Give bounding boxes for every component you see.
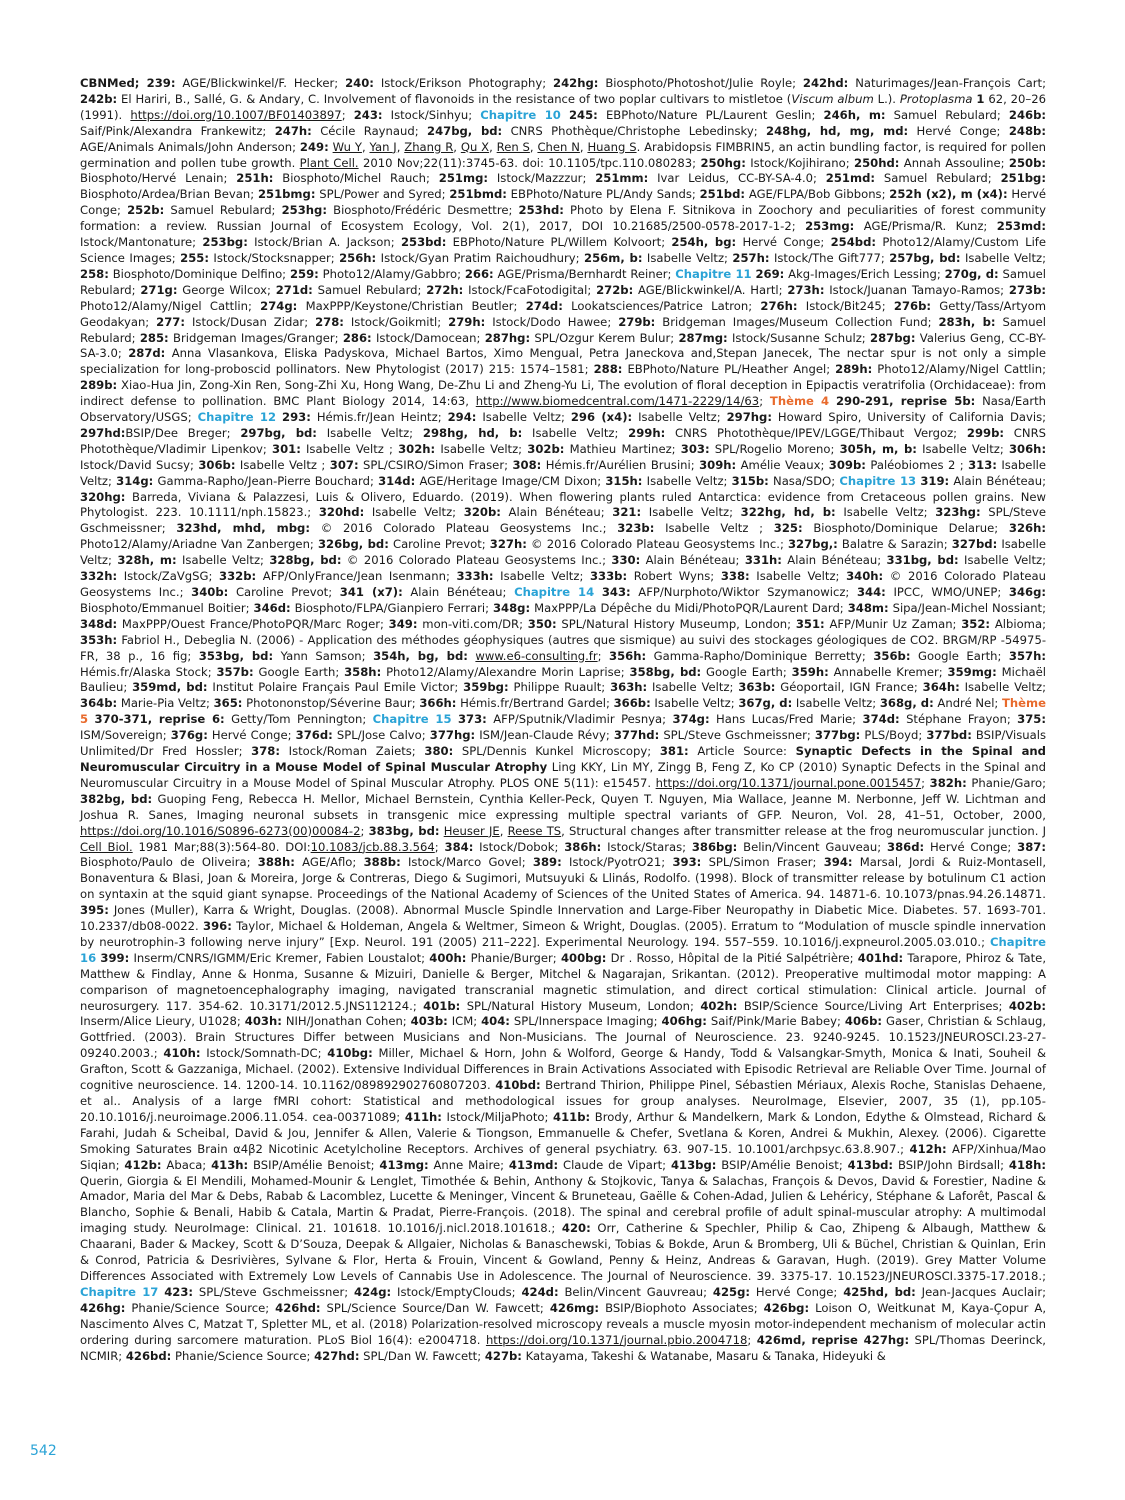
page-reference: 297hd: [80, 425, 126, 440]
page-reference: 387: [1017, 839, 1047, 854]
page-reference: 359bg: [463, 680, 509, 695]
page-reference: 314g: [116, 473, 154, 488]
page-reference: 251mg: [438, 171, 489, 186]
page-reference: 251md: [825, 171, 875, 186]
page-reference: 251bmd: [449, 187, 507, 202]
page-reference: 256h: [339, 250, 377, 265]
page-reference: 374g: [672, 712, 710, 727]
page-reference: 327h: [489, 537, 527, 552]
credits-paragraph: CBNMed; 239: AGE/Blickwinkel/F. Hecker; 240: Istock/Erikson Photography; 242hg: Biosphoto/Photoshot/Julie Royle; 242hd: Naturimages/Jean-François Cart; 242b: El Hariri, B., Sallé, G. & Andary, C. Involvement of flavonoids in the resistance of two poplar cultivars to mistletoe (Viscum album L.). Protoplasma 1 62, 20–26 (1991). https://doi.org/10.1007/BF01403897; 243: Istock/Sinhyu; Chapitre 10 245: EBPhoto/Nature PL/Laurent Geslin; 246h, m: Samuel Rebulard; 246b: Saif/Pink/Alexandra Frankewitz; 247h: Cécile Raynaud; 247bg, bd: CNRS Phothèque/Christophe Lebedinsky; 248hg, hd, mg, md: Hervé Conge; 248b: AGE/Animals Animals/John Anderson; 249: Wu Y, Yan J, Zhang R, Qu X, Ren S, Chen N, Huang S. Arabidopsis FIMBRIN5, an actin bundling factor, is required for pollen germination and pollen tube growth. Plant Cell. 2010 Nov;22(11):3745-63. doi: 10.1105/tpc.110.080283; 250hg: Istock/Kojihirano; 250hd: Annah Assouline; 250b: Biosphoto/Hervé Lenain; 251h: Biosphoto/Michel Rauch; 251mg: Istock/Mazzzur; 251mm: Ivar Leidus, CC-BY-SA-4.0; 251md: Samuel Rebulard; 251bg: Biosphoto/Ardea/Brian Bevan; 251bmg: SPL/Power and Syred; 251bmd: EBPhoto/Nature PL/Andy Sands; 251bd: AGE/FLPA/Bob Gibbons; 252h (x2), m (x4): Hervé Conge; 252b: Samuel Rebulard; 253hg: Biosphoto/Frédéric Desmettre; 253hd: Photo by Elena F. Sitnikova in Zoochory and peculiarities of forest community formation: a review. Russian Journal of Ecosystem Ecology, Vol. 2(1), 2017, DOI 10.21685/2500-0578-2017-1-2; 253mg: AGE/Prisma/R. Kunz; 253md: Istock/Mantonature; 253bg: Istock/Brian A. Jackson; 253bd: EBPhoto/Nature PL/Willem Kolvoort; 254h, bg: Hervé Conge; 254bd: Photo12/Alamy/Custom Life Science Images; 255: Istock/Stocksnapper; 256h: Istock/Gyan Pratim Raichoudhury; 256m, b: Isabelle Veltz; 257h: Istock/The Gift777; 257bg, bd: Isabelle Veltz; 258: Biosphoto/Dominique Delfino; 259: Photo12/Alamy/Gabbro; 266: AGE/Prisma/Bernhardt Reiner; Chapitre 11 269: Akg-Images/Erich Lessing; 270g, d: Samuel Rebulard; 271g: George Wilcox; 271d: Samuel Rebulard; 272h: Istock/FcaFotodigital; 272b: AGE/Blickwinkel/A. Hartl; 273h: Istock/Juanan Tamayo-Ramos; 273b: Photo12/Alamy/Nigel Cattlin; 274g: MaxPPP/Keystone/Christian Beutler; 274d: Lookatsciences/Patrice Latron; 276h: Istock/Bit245; 276b: Getty/Tass/Artyom Geodakyan; 277: Istock/Dusan Zidar; 278: Istock/Goikmitl; 279h: Istock/Dodo Hawee; 279b: Bridgeman Images/Museum Collection Fund; 283h, b: Samuel Rebulard; 285: Bridgeman Images/Granger; 286: Istock/Damocean; 287hg: SPL/Ozgur Kerem Bulur; 287mg: Istock/Susanne Schulz; 287bg: Valerius Geng, CC-BY-SA-3.0; 287d: Anna Vlasankova, Eliska Padyskova, Michael Bartos, Ximo Mengual, Petra Janeckova and,Stepan Janecek, The nectar spur is not only a simple specialization for long-proboscid pollinators. New Phytologist (2017) 215: 1574–1581; 288: EBPhoto/Nature PL/Heather Angel; 289h: Photo12/Alamy/Nigel Cattlin; 289b: Xiao-Hua Jin, Zong-Xin Ren, Song-Zhi Xu, Hong Wang, De-Zhu Li and Zheng-Yu Li, The evolution of floral deception in Epipactis veratrifolia (Orchidaceae): from indirect defense to pollination. BMC Plant Biology 2014, 14:63, http://www.biomedcentral.com/1471-2229/14/63; Thème 4 290-291, reprise 5b: Nasa/Earth Observatory/USGS; Chapitre 12 293: Hémis.fr/Jean Heintz; 294: Isabelle Veltz; 296 (x4): Isabelle Veltz; 297hg: Howard Spiro, University of California Davis; 297hd:BSIP/Dee Breger; 297bg, bd: Isabelle Veltz; 298hg, hd, b: Isabelle Veltz; 299h: CNRS Photothèque/IPEV/LGGE/Thibaut Vergoz; 299b: CNRS Photothèque/Vladimir Lipenkov; 301: Isabelle Veltz ; 302h: Isabelle Veltz; 302b: Mathieu Martinez; 303: SPL/Rogelio Moreno; 305h, m, b: Isabelle Veltz; 306h: Istock/David Sucsy; 306b: Isabelle Veltz ; 307: SPL/CSIRO/Simon Fraser; 308: Hémis.fr/Aurélien Brusini; 309h: Amélie Veaux; 309b: Paléobiomes 2 ; 313: Isabelle Veltz; 314g: Gamma-Rapho/Jean-Pierre Bouchard; 314d: AGE/Heritage Image/CM Dixon; 315h: Isabelle Veltz; 315b: Nasa/SDO; Chapitre 13 319: Alain Bénéteau; 320hg: Barreda, Viviana & Palazzesi, Luis & Olivero, Eduardo. (2019). When flowering plants ruled Antarctica: evidence from Cretaceous pollen grains. New Phytologist. 223. 10.1111/nph.15823.; 320hd: Isabelle Veltz; 320b: Alain Bénéteau; 321: Isabelle Veltz; 322hg, hd, b: Isabelle Veltz; 323hg: SPL/Steve Gschmeissner; 323hd, mhd, mbg: © 2016 Colorado Plateau Geosystems Inc.; 323b: Isabelle Veltz ; 325: Biosphoto/Dominique Delarue; 326h: Photo12/Alamy/Ariadne Van Zanbergen; 326bg, bd: Caroline Prevot; 327h: © 2016 Colorado Plateau Geosystems Inc.; 327bg,: Balatre & Sarazin; 327bd: Isabelle Veltz; 328h, m: Isabelle Veltz; 328bg, bd: © 2016 Colorado Plateau Geosystems Inc.; 330: Alain Bénéteau; 331h: Alain Bénéteau; 331bg, bd: Isabelle Veltz; 332h: Istock/ZaVgSG; 332b: AFP/OnlyFrance/Jean Isenmann; 333h: Isabelle Veltz; 333b: Robert Wyns; 338: Isabelle Veltz; 340h: © 2016 Colorado Plateau Geosystems Inc.; 340b: Caroline Prevot; 341 (x7): Alain Bénéteau; Chapitre 14 343: AFP/Nurphoto/Wiktor Szymanowicz; 344: IPCC, WMO/UNEP; 346g: Biosphoto/Emmanuel Boitier; 346d: Biosphoto/FLPA/Gianpiero Ferrari; 348g: MaxPPP/La Dépêche du Midi/PhotoPQR/Laurent Dard; 348m: Sipa/Jean-Michel Nossiant; 348d: MaxPPP/Ouest France/PhotoPQR/Marc Roger; 349: mon-viti.com/DR; 350: SPL/Natural History Museump, London; 351: AFP/Munir Uz Zaman; 352: Albioma; 353h: Fabriol H., Debeglia N. (2006) - Application des méthodes géophysiques (autres que sismique) au suivi des stockages géologiques de CO2. BRGM/RP -54975-FR, 38 p., 16 fig; 353bg, bd: Yann Samson; 354h, bg, bd: www.e6-consulting.fr; 356h: Gamma-Rapho/Dominique Berretty; 356b: Google Earth; 357h: Hémis.fr/Alaska Stock; 357b: Google Earth; 358h: Photo12/Alamy/Alexandre Morin Laprise; 358bg, bd: Google Earth; 359h: Annabelle Kremer; 359mg: Michaël Baulieu; 359md, bd: Institut Polaire Français Paul Emile Victor; 359bg: Philippe Ruault; 363h: Isabelle Veltz; 363b: Géoportail, IGN France; 364h: Isabelle Veltz; 364b: Marie-Pia Veltz; 365: Photononstop/Séverine Baur; 366h: Hémis.fr/Bertrand Gardel; 366b: Isabelle Veltz; 367g, d: Isabelle Veltz; 368g, d: André Nel; Thème 5 370-371, reprise 6: Getty/Tom Pennington; Chapitre 15 373: AFP/Sputnik/Vladimir Pesnya; 374g: Hans Lucas/Fred Marie; 374d: Stéphane Frayon; 375: ISM/Sovereign; 376g: Hervé Conge; 376d: SPL/Jose Calvo; 377hg: ISM/Jean-Claude Révy; 377hd: SPL/Steve Gschmeissner; 377bg: PLS/Boyd; 377bd: BSIP/Visuals Unlimited/Dr Fred Hossler; 378: Istock/Roman Zaiets; 380: SPL/Dennis Kunkel Microscopy; 381: Article Source: Synaptic Defects in the Spinal and Neuromuscular Circuitry in a Mouse Model of Spinal Muscular Atrophy Ling KKY, Lin MY, Zingg B, Feng Z, Ko CP (2010) Synaptic Defects in the Spinal and Neuromuscular Circuitry in a Mouse Model of Spinal Muscular Atrophy. PLOS ONE 5(11): e15457. https://doi.org/10.1371/journal.pone.0015457; 382h: Phanie/Garo; 382bg, bd: Guoping Feng, Rebecca H. Mellor, Michael Bernstein, Cynthia Keller-Peck, Quyen T. Nguyen, Mia Wallace, Jeanne M. Nerbonne, Jeff W. Lichtman and Joshua R. Sanes, Imaging neuronal subsets in transgenic mice expressing multiple spectral variants of GFP. Neuron, Vol. 28, 41–51, October, 2000, https://doi.org/10.1016/S0896-6273(00)00084-2; 383bg, bd: Heuser JE, Reese TS, Structural changes after transmitter release at the frog neuromuscular junction. J Cell Biol. 1981 Mar;88(3):564-80. DOI:10.1083/jcb.88.3.564; 384: Istock/Dobok; 386h: Istock/Staras; 386bg: Belin/Vincent Gauveau; 386d: Hervé Conge; 387: Biosphoto/Paulo de Oliveira; 388h: AGE/Aflo; 388b: Istock/Marco Govel; 389: Istock/PyotrO21; 393: SPL/Simon Fraser; 394: Marsal, Jordi & Ruiz-Montasell, Bonaventura & Blasi, Joan & Moreira, Jorge & Contreras, Diego & Sugimori, Mutsuyuki & Llinás, Rodolfo. (1998). Block of transmitter release by botulinum C1 action on syntaxin at the squid giant synapse. Proceedings of the National Academy of Sciences of the United States of America. 94. 14871-6. 10.1073/pnas.94.26.14871. 395: Jones (Muller), Karra & Wright, Douglas. (2008). Abnormal Muscle Spindle Innervation and Large-Fiber Neuropathy in Diabetic Mice. Diabetes. 57. 1693-701. 10.2337/db08-0022. 396: Taylor, Michael & Holdeman, Angela & Weltmer, Simeon & Wright, Douglas. (2005). Erratum to “Modulation of muscle spindle innervation by neurotrophin-3 following nerve injury” [Exp. Neurol. 191 (2005) 211–222]. Experimental Neurology. 194. 557–559. 10.1016/j.expneurol.2005.03.010.; Chapitre 16 399: Inserm/CNRS/IGMM/Eric Kremer, Fabien Loustalot; 400h: Phanie/Burger; 400bg: Dr . Rosso, Hôpital de la Pitié Salpétrière; 401hd: Tarapore, Phiroz & Tate, Matthew & Findlay, Anne & Honma, Susanne & Mizuiri, Danielle & Berger, Mitchel & Nagarajan, Srikantan. (2012). Preoperative multimodal motor mapping: A comparison of magnetoencephalography imaging, navigated transcranial magnetic stimulation, and direct cortical stimulation: Clinical article. Journal of neurosurgery. 117. 354-62. 10.3171/2012.5.JNS112124.; 401b: SPL/Natural History Museum, London; 402h: BSIP/Science Source/Living Art Enterprises; 402b: Inserm/Alice Lieury, U1028; 403h: NIH/Jonathan Cohen; 403b: ICM; 404: SPL/Innerspace Imaging; 406hg: Saif/Pink/Marie Babey; 406b: Gaser, Christian & Schlaug, Gottfried. (2003). Brain Structures Differ between Musicians and Non-Musicians. The Journal of Neuroscience. 23. 9240-9245. 10.1523/JNEUROSCI.23-27-09240.2003.; 410h: Istock/Somnath-DC; 410bg: Miller, Michael & Horn, John & Wolford, George & Handy, Todd & Valsangkar-Smyth, Monica & Inati, Souheil & Grafton, Scott & Gazzaniga, Michael. (2002). Extensive Individual Differences in Brain Activations Associated with Episodic Retrieval are Reliable Over Time. Journal of cognitive neuroscience. 14. 1200-14. 10.1162/089892902760807203. 410bd: Bertrand Thirion, Philippe Pinel, Sébastien Mériaux, Alexis Roche, Stanislas Dehaene, et al.. Analysis of a large fMRI cohort: Statistical and methodological issues for group analyses. NeuroImage, Elsevier, 2007, 35 (1), pp.105-20.10.1016/j.neuroimage.2006.11.054. cea-00371089; 411h: Istock/MiljaPhoto; 411b: Brody, Arthur & Mandelkern, Mark & London, Edythe & Olmstead, Richard & Farahi, Judah & Scheibal, David & Jou, Jennifer & Allen, Valerie & Tiongson, Emmanuelle & Chefer, Svetlana & Koren, Andrei & Mukhin, Alexey. (2006). Cigarette Smoking Saturates Brain α4β2 Nicotinic Acetylcholine Receptors. Archives of general psychiatry. 63. 907-15. 10.1001/archpsyc.63.8.907.; 412h: AFP/Xinhua/Mao Siqian; 412b: Abaca; 413h: BSIP/Amélie Benoist; 413mg: Anne Maire; 413md: Claude de Vipart; 413bg: BSIP/Amélie Benoist; 413bd: BSIP/John Birdsall; 418h: Querin, Giorgia & El Mendili, Mohamed-Mounir & Lenglet, Timothée & Behin, Anthony & Stojkovic, Tanya & Salachas, François & Devos, David & Forestier, Nadine & Amador, Maria del Mar & Debs, Rabab & Lacomblez, Lucette & Meninger, Vincent & Bruneteau, Gaëlle & Cohen-Adad, Julien & Lehéricy, Stéphane & Laforêt, Pascal & Blancho, Sophie & Benali, Habib & Catala, Martin & Pradat, Pierre-François. (2018). The spinal and cerebral profile of adult spinal-muscular atrophy: A multimodal imaging study. NeuroImage: Clinical. 21. 101618. 10.1016/j.nicl.2018.101618.; 420: Orr, Catherine & Spechler, Philip & Cao, Zhipeng & Albaugh, Matthew & Chaarani, Bader & Mackey, Scott & D’Souza, Deepak & Allgaier, Nicholas & Banaschewski, Tobias & Bokde, Arun & Bromberg, Uli & Büchel, Christian & Quinlan, Erin & Conrod, Patricia & Desrivières, Sylvane & Flor, Herta & Frouin, Vincent & Gowland, Penny & Heinz, Andreas & Garavan, Hugh. (2019). Grey Matter Volume Differences Associated with Extremely Low Levels of Cannabis Use in Adolescence. The Journal of Neuroscience. 39. 3375-17. 10.1523/JNEUROSCI.3375-17.2018.; Chapitre 17 423: SPL/Steve Gschmeissner; 424g: Istock/EmptyClouds; 424d: Belin/Vincent Gauvreau; 425g: Hervé Conge; 425hd, bd: Jean-Jacques Auclair; 426hg: Phanie/Science Source; 426hd: SPL/Science Source/Dan W. Fawcett; 426mg: BSIP/Biophoto Associates; 426bg: Loison O, Weitkunat M, Kaya-Çopur A, Nascimento Alves C, Matzat T, Spletter ML, et al. (2018) Polarization-resolved microscopy reveals a muscle myosin motor-independent mechanism of molecular actin ordering during sarcomere maturation. PLoS Biol 16(4): e2004718. https://doi.org/10.1371/journal.pbio.2004718; 426md, reprise 427hg: SPL/Thomas Deerinck, NCMIR; 426bd: Phanie/Science Source; 427hd: SPL/Dan W. Fawcett; 427b: Katayama, Takeshi & Watanabe, Masaru & Tanaka, Hideyuki & [80, 76, 1047, 1363]
page-reference: 377bg: [814, 728, 861, 743]
page-reference: 253bg: [202, 235, 248, 250]
page-reference: 242hg: [553, 76, 599, 90]
page-reference: 352: [961, 616, 991, 631]
page-reference: 313: [968, 457, 997, 472]
page-reference: 330: [611, 553, 641, 568]
page-reference: 376d: [295, 728, 333, 743]
page-reference: 283h, b: [938, 314, 996, 329]
page-reference: 323b: [617, 521, 655, 536]
page-reference: 382bg, bd: [80, 791, 153, 806]
page-reference: 412b: [124, 1157, 162, 1172]
page-reference: 251h: [236, 171, 274, 186]
page-reference: 377hd: [613, 728, 660, 743]
chapter-heading: Chapitre 17 [80, 1284, 159, 1299]
page-reference: 426mg: [549, 1300, 600, 1315]
page-reference: 403h: [244, 1014, 282, 1029]
page-reference: 427b: [484, 1348, 522, 1363]
page-reference: 302b: [527, 441, 565, 456]
page-reference: 374d: [862, 712, 900, 727]
page-reference: 328bg, bd: [269, 553, 342, 568]
page-reference: 315b: [731, 473, 769, 488]
page-reference: 346d: [253, 600, 291, 615]
page-reference: 319: [920, 473, 950, 488]
page-reference: 273h: [787, 282, 825, 297]
page-reference: 413bg: [670, 1157, 717, 1172]
page-reference: 332b: [219, 569, 257, 584]
theme-heading: Thème 4 [769, 394, 830, 409]
page-reference: 340b: [191, 585, 229, 599]
page-reference: 272b: [596, 282, 634, 297]
page-reference: 326h: [1008, 521, 1046, 536]
page-reference: 299h: [628, 425, 666, 440]
page-reference: 410bd: [495, 1078, 541, 1093]
page-reference: 298hg, hd, b: [422, 425, 523, 440]
chapter-heading: Chapitre 10 [480, 107, 561, 122]
page-reference: 341 (x7): [339, 585, 403, 599]
page-reference: 357b: [216, 664, 254, 679]
page-reference: 358h: [344, 664, 382, 679]
page-reference: 255: [180, 250, 209, 265]
page-reference: 424d: [521, 1284, 559, 1299]
page-reference: 413bd: [847, 1157, 894, 1172]
page-reference: 320hd: [318, 505, 365, 520]
page-reference: 413mg: [379, 1157, 429, 1172]
reference-link[interactable]: Wu Y [332, 139, 362, 154]
page-reference: Synaptic Defects in the Spinal and Neuromuscular Circuitry in a Mouse Model of Spinal Muscular Atrophy [80, 744, 1046, 774]
page-reference: 356h: [609, 648, 647, 663]
page-reference: 303: [680, 441, 710, 456]
page-reference: 293: [282, 410, 311, 425]
page-reference: 251bmg: [257, 187, 316, 202]
reference-link[interactable]: Reese TS [507, 823, 562, 838]
reference-link[interactable]: https://doi.org/10.1007/BF01403897 [130, 107, 342, 122]
page-reference: 307: [329, 457, 359, 472]
page-reference: 242hd: [802, 76, 849, 90]
page-reference: 306b: [198, 457, 236, 472]
page-reference: 256m, b: [584, 250, 643, 265]
page-number: 542 [30, 1443, 57, 1459]
reference-link[interactable]: Plant Cell. [299, 155, 359, 170]
page-reference: 328h, m: [117, 553, 177, 568]
page-reference: 242b: [80, 91, 118, 106]
page-reference: 351: [795, 616, 825, 631]
page-reference: 382h: [929, 775, 967, 790]
page-reference: 251mm: [595, 171, 649, 186]
theme-heading: Thème 5 [80, 696, 1046, 727]
page-reference: 427hd: [314, 1348, 360, 1363]
page-reference: 411h: [404, 1109, 442, 1124]
page-reference: 426bd: [125, 1348, 172, 1363]
page-reference: 278: [315, 314, 344, 329]
page-reference: 302h: [398, 441, 436, 456]
page-reference: 338: [720, 569, 750, 584]
page-reference: 365: [213, 696, 243, 711]
reference-link[interactable]: https://doi.org/10.1371/journal.pbio.2004718 [485, 1332, 748, 1347]
page-reference: 373: [457, 712, 487, 727]
reference-link[interactable]: Yan J [369, 139, 397, 154]
page-reference: CBNMed; 239: [80, 76, 176, 90]
page-reference: 245: [568, 107, 598, 122]
page-reference: 252b: [127, 203, 165, 218]
page-reference: 332h: [80, 569, 118, 584]
page-reference: 243: [353, 107, 383, 122]
photo-credits-text-block [80, 76, 1046, 1364]
page-reference: 323hd, mhd, mbg: [176, 521, 310, 536]
page-reference: 247bg, bd: [427, 123, 503, 138]
page-reference: 289b: [80, 378, 118, 393]
reference-link[interactable]: 10.1083/jcb.88.3.564 [310, 839, 435, 854]
page-reference: 389: [532, 855, 562, 870]
page-reference: 406b: [844, 1014, 883, 1029]
page-reference: 410bg: [327, 1046, 373, 1061]
page-reference: 253hg: [281, 203, 327, 218]
page-reference: 353bg, bd: [198, 648, 274, 663]
page-reference: 279b: [618, 314, 656, 329]
page-reference: 287d: [128, 346, 166, 361]
page-reference: 249: [299, 139, 329, 154]
page-reference: 266: [464, 266, 494, 281]
page-reference: 246b: [1008, 107, 1047, 122]
page-reference: 346g: [1008, 585, 1047, 599]
page-reference: 348d: [80, 616, 118, 631]
page-reference: 288: [593, 362, 623, 377]
page-reference: 273b: [1008, 282, 1047, 297]
reference-link[interactable]: Heuser JE [443, 823, 500, 838]
page-reference: 388h: [257, 855, 295, 870]
page-reference: 376g: [170, 728, 208, 743]
page-reference: 426hd: [275, 1300, 321, 1315]
page-reference: 253md: [996, 219, 1046, 234]
page-reference: 270g, d: [944, 266, 999, 281]
page-reference: 425hd, bd: [843, 1284, 916, 1299]
page-reference: 269: [755, 266, 785, 281]
chapter-heading: Chapitre 12 [197, 410, 277, 425]
page-reference: 381: [659, 744, 689, 759]
reference-link[interactable]: https://doi.org/10.1371/journal.pone.0015457 [655, 775, 922, 790]
page-reference: 251bg: [1000, 171, 1046, 186]
page-reference: 327bg,: [787, 537, 838, 552]
page-reference: 411b: [553, 1109, 591, 1124]
page-reference: 410h: [163, 1046, 201, 1061]
page-reference: 276b: [893, 298, 932, 313]
page-reference: 401b: [423, 998, 461, 1013]
page-reference: 350: [527, 616, 557, 631]
page-reference: 364h: [922, 680, 960, 695]
page-reference: 420: [561, 1221, 591, 1236]
page-reference: 375: [1017, 712, 1046, 727]
page-reference: 384: [444, 839, 474, 854]
page-reference: 400h: [429, 950, 467, 965]
page-reference: 357h: [1008, 648, 1046, 663]
page-reference: 343: [601, 585, 631, 599]
page-reference: 306h: [1008, 441, 1047, 456]
page-reference: 386h: [564, 839, 602, 854]
page-reference: 383bg, bd: [368, 823, 440, 838]
page-reference: 348g: [492, 600, 531, 615]
page-reference: 285: [139, 330, 169, 345]
page-reference: 358bg, bd: [629, 664, 702, 679]
chapter-heading: Chapitre 16 [80, 934, 1046, 965]
page-reference: 406hg: [661, 1014, 707, 1029]
page-reference: 380: [424, 744, 454, 759]
page-reference: 418h: [1008, 1157, 1047, 1172]
page-reference: 259: [289, 266, 319, 281]
page-reference: 366b: [613, 696, 651, 711]
reference-link[interactable]: Qu X [460, 139, 490, 154]
reference-link[interactable]: Ren S [496, 139, 530, 154]
page-reference: 251bd: [699, 187, 746, 202]
page-reference: 322hg, hd, b: [740, 505, 836, 520]
page-reference: 321: [612, 505, 642, 520]
page-reference: 274d: [525, 298, 563, 313]
page-reference: 296 (x4): [570, 410, 633, 425]
page-reference: 309b: [828, 457, 866, 472]
page-reference: 315h: [605, 473, 643, 488]
page-reference: 289h: [835, 362, 873, 377]
page-reference: 286: [342, 330, 372, 345]
page-reference: 404: [481, 1014, 510, 1029]
page-reference: 323hg: [935, 505, 981, 520]
page-reference: 370-371, reprise 6: [94, 712, 225, 727]
page-reference: 253mg: [805, 219, 855, 234]
page-reference: 276h: [760, 298, 798, 313]
page-reference: 253hd: [518, 203, 564, 218]
page-reference: 403b: [410, 1014, 448, 1029]
italic-term: Viscum album [791, 91, 874, 106]
reference-link[interactable]: Huang S [587, 139, 637, 154]
page-reference: 395: [80, 903, 109, 918]
page-reference: 250hd: [854, 155, 900, 170]
page-reference: 333b: [589, 569, 628, 584]
page-reference: 314d: [378, 473, 416, 488]
page-reference: 290-291, reprise 5b: [835, 394, 976, 409]
page-reference: 388b: [363, 855, 401, 870]
page-reference: 301: [272, 441, 301, 456]
page-reference: 258: [80, 266, 109, 281]
page-reference: 250b: [1008, 155, 1047, 170]
italic-term: Protoplasma [899, 91, 973, 106]
page-reference: 240: [345, 76, 374, 90]
page-reference: 279h: [448, 314, 486, 329]
page-reference: 320b: [463, 505, 501, 520]
page-reference: 297hg: [726, 410, 772, 425]
page-reference: 287mg: [678, 330, 728, 345]
page-reference: 257h: [732, 250, 770, 265]
page-reference: 363h: [610, 680, 648, 695]
page-reference: 402b: [1008, 998, 1046, 1013]
page-reference: 401hd: [857, 950, 904, 965]
page-reference: 377bd: [926, 728, 972, 743]
page-reference: 356b: [873, 648, 911, 663]
page-reference: 247h: [274, 123, 312, 138]
reference-link[interactable]: http://www.biomedcentral.com/1471-2229/14/63 [475, 394, 760, 409]
page-reference: 271g: [140, 282, 178, 297]
page-reference: 246h, m: [823, 107, 886, 122]
page-reference: 309h: [699, 457, 737, 472]
page-reference: 308: [512, 457, 542, 472]
page-reference: 254bd: [830, 235, 877, 250]
page-reference: 299b: [966, 425, 1005, 440]
chapter-heading: Chapitre 13 [839, 473, 917, 488]
page-reference: 413md: [508, 1157, 559, 1172]
page-reference: 368g, d: [879, 696, 934, 711]
page-reference: 393: [672, 855, 702, 870]
page-reference: 412h: [909, 1141, 947, 1156]
page-reference: 363b: [738, 680, 776, 695]
page-reference: 349: [388, 616, 418, 631]
page-reference: 271d: [275, 282, 313, 297]
page-reference: 359h: [791, 664, 829, 679]
page-reference: 377hg: [429, 728, 476, 743]
page-reference: 359md, bd: [132, 680, 208, 695]
page-reference: 424g: [354, 1284, 392, 1299]
page-reference: 248hg, hd, mg, md: [766, 123, 909, 138]
page-reference: 272h: [426, 282, 464, 297]
page-reference: 426bg: [763, 1300, 810, 1315]
page-reference: 326bg, bd: [317, 537, 389, 552]
page-reference: 394: [823, 855, 853, 870]
page-reference: 354h, bg, bd: [373, 648, 468, 663]
page-reference: 305h, m, b: [839, 441, 917, 456]
page-reference: 340h: [846, 569, 884, 584]
page-reference: 413h: [211, 1157, 249, 1172]
page-reference: 1 [976, 91, 985, 106]
page-reference: 253bd: [400, 235, 447, 250]
page-reference: 294: [447, 410, 477, 425]
page-reference: 399: [100, 950, 130, 965]
page-reference: 378: [251, 744, 281, 759]
page-reference: 274g: [260, 298, 298, 313]
page-reference: 277: [156, 314, 186, 329]
page-reference: 353h: [80, 632, 118, 647]
page-reference: 252h (x2), m (x4): [889, 187, 1008, 202]
page-reference: 425g: [712, 1284, 751, 1299]
page-reference: 402h: [700, 998, 738, 1013]
page-reference: 367g, d: [738, 696, 793, 711]
page-reference: 327bd: [951, 537, 998, 552]
reference-link[interactable]: J Cell Biol. [80, 823, 1046, 854]
chapter-heading: Chapitre 15 [372, 712, 452, 727]
page-reference: 344: [856, 585, 886, 599]
page-reference: 320hg: [80, 489, 126, 504]
page-reference: 396: [203, 919, 232, 934]
page-reference: 254h, bg: [671, 235, 737, 250]
page-reference: 248b: [1008, 123, 1046, 138]
page-reference: 359mg: [947, 664, 997, 679]
page-reference: 426md, reprise 427hg: [756, 1332, 910, 1347]
page-reference: 426hg: [80, 1300, 126, 1315]
page-reference: 257bg, bd: [889, 250, 961, 265]
page-reference: 287hg: [484, 330, 531, 345]
page-reference: 325: [773, 521, 803, 536]
page-reference: 348m: [847, 600, 889, 615]
chapter-heading: Chapitre 11 [675, 266, 752, 281]
page-reference: 364b: [80, 696, 118, 711]
reference-link[interactable]: Zhang R [404, 139, 454, 154]
page-reference: 297bg, bd: [240, 425, 317, 440]
reference-link[interactable]: Chen N [537, 139, 580, 154]
reference-link[interactable]: https://doi.org/10.1016/S0896-6273(00)00084-2 [80, 823, 361, 838]
page-reference: 400bg: [560, 950, 607, 965]
page-reference: 423: [164, 1284, 194, 1299]
page-reference: 333h: [456, 569, 494, 584]
chapter-heading: Chapitre 14 [514, 585, 595, 599]
reference-link[interactable]: www.e6-consulting.fr [475, 648, 598, 663]
page-reference: 386bg: [691, 839, 738, 854]
page-reference: 287bg: [870, 330, 916, 345]
page-reference: 250hg: [700, 155, 746, 170]
page-reference: 331h: [744, 553, 782, 568]
page-reference: 386d: [887, 839, 925, 854]
page-reference: 331bg, bd: [886, 553, 959, 568]
page-reference: 366h: [419, 696, 457, 711]
